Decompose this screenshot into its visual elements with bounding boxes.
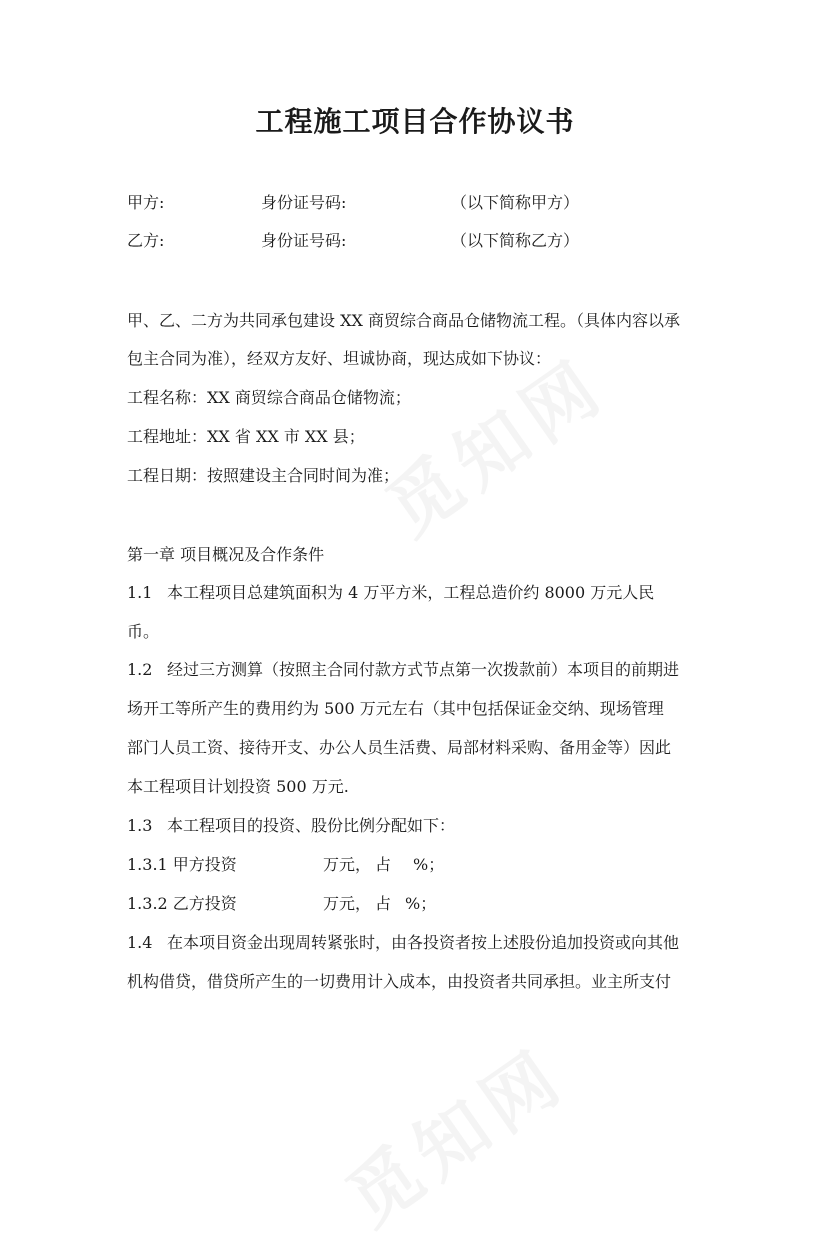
clause-1-2-line-2: 场开工等所产生的费用约为 500 万元左右（其中包括保证金交纳、现场管理 [127, 699, 664, 718]
clause-text: 本工程项目的投资、股份比例分配如下： [167, 816, 456, 835]
party-a-alias: （以下简称甲方） [451, 193, 580, 212]
project-name: 工程名称：XX 商贸综合商品仓储物流； [127, 388, 411, 407]
party-b-row [127, 231, 727, 251]
investment-label: 1.3.2 乙方投资 [127, 894, 237, 913]
chapter-title: 第一章 项目概况及合作条件 [127, 545, 325, 564]
party-b-alias: （以下简称乙方） [451, 231, 580, 250]
clause-number: 1.2 [127, 660, 153, 679]
investment-percent: %； [405, 894, 437, 913]
clause-1-3-2 [127, 894, 727, 914]
party-a-row [127, 193, 727, 213]
clause-1-4-line-1 [127, 933, 679, 953]
clause-1-1-line-2: 币。 [127, 622, 160, 641]
clause-1-3-1 [127, 855, 727, 875]
investment-share: 占 [375, 855, 392, 874]
project-date: 工程日期：按照建设主合同时间为准； [127, 466, 400, 485]
party-b-id-label: 身份证号码: [261, 231, 347, 250]
party-a-label: 甲方: [127, 193, 165, 212]
intro-line-2: 包主合同为准），经双方友好、坦诚协商，现达成如下协议： [127, 349, 552, 368]
document-title: 工程施工项目合作协议书 [255, 105, 575, 138]
clause-1-1-line-1 [127, 583, 654, 603]
clause-text: 本工程项目总建筑面积为 4 万平方米，工程总造价约 8000 万元人民 [167, 583, 655, 602]
clause-1-2-line-1 [127, 660, 679, 680]
investment-unit: 万元， [323, 894, 372, 913]
clause-number: 1.4 [127, 933, 153, 952]
investment-percent: %； [413, 855, 445, 874]
investment-unit: 万元， [323, 855, 372, 874]
clause-text: 经过三方测算（按照主合同付款方式节点第一次拨款前）本项目的前期进 [167, 660, 680, 679]
clause-1-2-line-3: 部门人员工资、接待开支、办公人员生活费、局部材料采购、备用金等）因此 [127, 738, 672, 757]
clause-number: 1.1 [127, 583, 153, 602]
watermark [322, 1019, 583, 1245]
investment-label: 1.3.1 甲方投资 [127, 855, 237, 874]
clause-1-3 [127, 816, 455, 836]
party-a-id-label: 身份证号码: [261, 193, 347, 212]
investment-share: 占 [375, 894, 392, 913]
intro-line-1: 甲、乙、二方为共同承包建设 XX 商贸综合商品仓储物流工程。（具体内容以承 [127, 311, 680, 330]
clause-1-4-line-2: 机构借贷，借贷所产生的一切费用计入成本，由投资者共同承担。业主所支付 [127, 972, 672, 991]
party-b-label: 乙方: [127, 231, 165, 250]
clause-1-2-line-4: 本工程项目计划投资 500 万元. [127, 777, 349, 796]
clause-text: 在本项目资金出现周转紧张时，由各投资者按上述股份追加投资或向其他 [167, 933, 680, 952]
project-address: 工程地址：XX 省 XX 市 XX 县； [127, 427, 365, 446]
clause-number: 1.3 [127, 816, 153, 835]
